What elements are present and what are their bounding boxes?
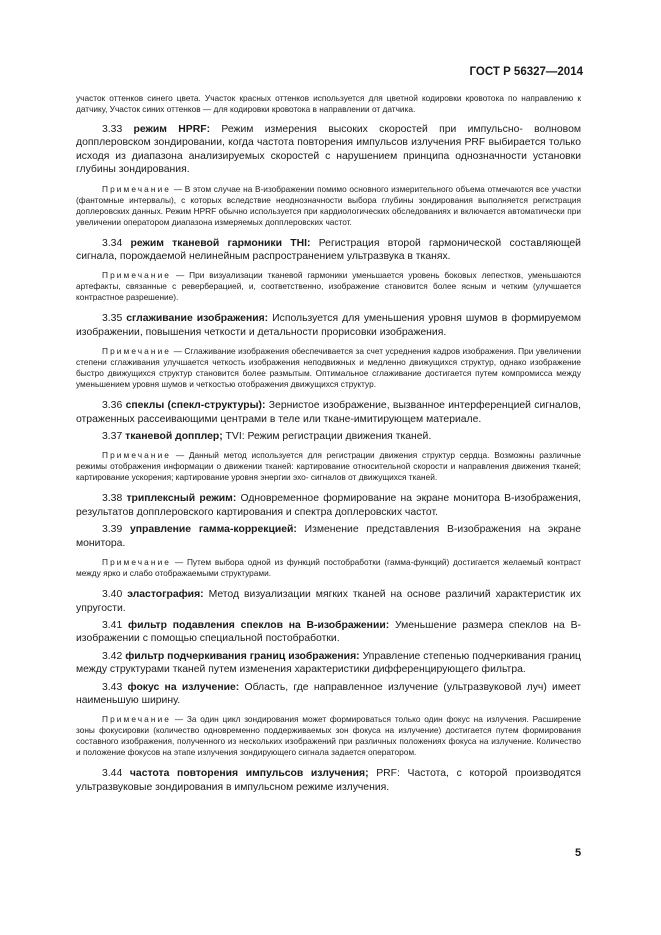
definition-entry [76,767,581,794]
entry-number: 3.43 [102,681,128,693]
entry-text: Управление степенью подчеркивания границ между структурами тканей путем изменения характеристики дифференцирующего фильтра. [76,650,581,676]
note-label: Примечание [102,183,172,194]
definition-entry [76,650,581,677]
entry-term: сглаживание изображения: [126,313,269,325]
entry-term: режим HPRF: [133,124,211,135]
note-text: — Данный метод используется для регистрации движения структур сердца. Возможны различные режимы отображения информации о движении тканей: картирование относительной скорости и направления движения тканей; картирование ускорения; картирование уровня энергии эхо- сигналов от движущихся тканей. [76,450,581,483]
entry-text: Зернистое изображение, вызванное интерференцией сигналов, отраженных рассеивающими центрами в теле или ткане-имитирующем материале. [76,400,581,425]
definition-entry [76,588,581,615]
note-label: Примечание [102,270,172,281]
entry-number: 3.39 [102,524,130,536]
definition-entry [76,123,581,177]
entry-number: 3.36 [102,400,126,412]
entry-term: фокус на излучение: [127,681,240,693]
entry-text: TVI: Режим регистрации движения тканей. [222,431,432,443]
definition-entry [76,492,581,519]
entry-term: спеклы (спекл-структуры): [125,400,266,412]
entry-note [76,346,581,390]
entry-number: 3.40 [102,589,128,601]
entry-note [76,714,581,758]
document-id-header: ГОСТ Р 56327—2014 [469,66,583,78]
entry-note [76,450,581,483]
definition-entry [76,523,581,550]
note-text: — В этом случае на В-изображении помимо основного измерительного объема отмечаются все участки (фантомные интервалы), с которых вследствие неоднозначности выбора глубины зондирования выполняется регистрация доплеровских данных. Режим HPRF обычно используется при кардиологических обследованиях и включается автоматически при увеличении оператором диапазона измеряемых допплеровских частот. [76,183,581,227]
entry-term: эластография: [127,589,204,601]
note-text: — Сглаживание изображения обеспечивается за счет усреднения кадров изображения. При увеличении степени сглаживания улучшается четкость изображения неподвижных и медленно движущихся структур, однако изображение быстро движущихся структур становится более размытым. Оптимальное сглаживание достигается путем компромисса между уменьшением уровня шумов и четкостью отображения движущихся структур. [76,346,581,390]
entry-text: Область, где направленное излучение (ультразвуковой луч) имеет наименьшую ширину. [76,681,581,706]
definition-entry [76,430,581,443]
entry-text: Регистрация второй гармонической составляющей сигнала, порождаемой нелинейным распространением ультразвука в тканях. [76,237,581,263]
entry-number: 3.41 [102,619,128,631]
definition-entry [76,237,581,264]
entry-note [76,557,581,579]
entry-number: 3.33 [102,124,134,135]
entry-term: фильтр подчеркивания границ изображения: [125,650,360,662]
entry-text: Уменьшение размера спеклов на В-изображении с помощью специальной постобработки. [76,619,581,645]
note-label: Примечание [102,714,172,725]
entry-text: Изменение представления В-изображения на экране монитора. [76,524,581,549]
entry-text: Метод визуализации мягких тканей на основе различий характеристик их упругости. [76,589,581,614]
definition-entry [76,399,581,426]
entry-term: режим тканевой гармоники THI: [130,237,311,249]
entry-term: тканевой допплер; [125,431,223,443]
entry-term: частота повторения импульсов излучения; [129,768,369,780]
entry-number: 3.34 [102,237,131,249]
note-label: Примечание [102,557,172,568]
page-number: 5 [575,847,582,859]
intro-paragraph: участок оттенков синего цвета. Участок красных оттенков используется для цветной кодировки кровотока по направлению к датчику, Участок синих оттенков — для кодировки кровотока в направлении от датчика. [76,93,581,114]
entry-number: 3.35 [102,313,127,325]
note-text: — Путем выбора одной из функций постобработки (гамма-функций) достигается желаемый контраст между ярко и слабо отображаемыми структурами. [76,557,581,579]
note-text: — При визуализации тканевой гармоники уменьшается уровень боковых лепестков, уменьшаются артефакты, связанные с реверберацией, и, соответственно, изображение становится более ясным и четким (улучшается контрастное разрешение). [76,270,581,303]
entry-text: PRF: Частота, с которой производятся ультразвуковые зондирования в импульсном режиме излучения. [76,768,581,793]
note-text: — За один цикл зондирования может формироваться только один фокус на излучения. Расширение зоны фокусировки (количество одновременно поддерживаемых зон фокуса на излучение) достигается путем формирования составного изображения, полученного из нескольких изображений при различных положениях фокуса на излучение. Количество и положение фокусов на этапе излучения зондирующего сигнала задается оператором. [76,714,581,758]
note-label: Примечание [102,450,172,461]
entry-number: 3.37 [102,431,126,443]
entry-number: 3.44 [102,768,130,780]
note-label: Примечание [102,346,172,357]
entry-text: Используется для уменьшения уровня шумов в формируемом изображении, повышения четкости и детальности прорисовки изображения. [76,313,581,338]
definition-entry [76,681,581,708]
entry-text: Одновременное формирование на экране монитора В-изображения, результатов допплеровского картирования и спектра доплеровских частот. [76,493,582,518]
definition-entry [76,312,581,339]
definition-entry [76,619,581,646]
entry-term: триплексный режим: [126,493,237,505]
entry-number: 3.42 [102,650,126,662]
entry-term: фильтр подавления спеклов на В-изображении: [128,619,390,631]
page-body [76,93,581,794]
entry-text: Режим измерения высоких скоростей при импульсно- волновом допплеровском зондировании, когда частота повторения импульсов излучения PRF выбирается только исходя из диапазона анализируемых скоростей с нарушением принципа однозначности установки глубины зондирования. [76,124,581,176]
entry-number: 3.38 [102,493,127,505]
entry-note [76,270,581,303]
entry-term: управление гамма-коррекцией: [129,524,297,536]
entry-note [76,184,581,228]
